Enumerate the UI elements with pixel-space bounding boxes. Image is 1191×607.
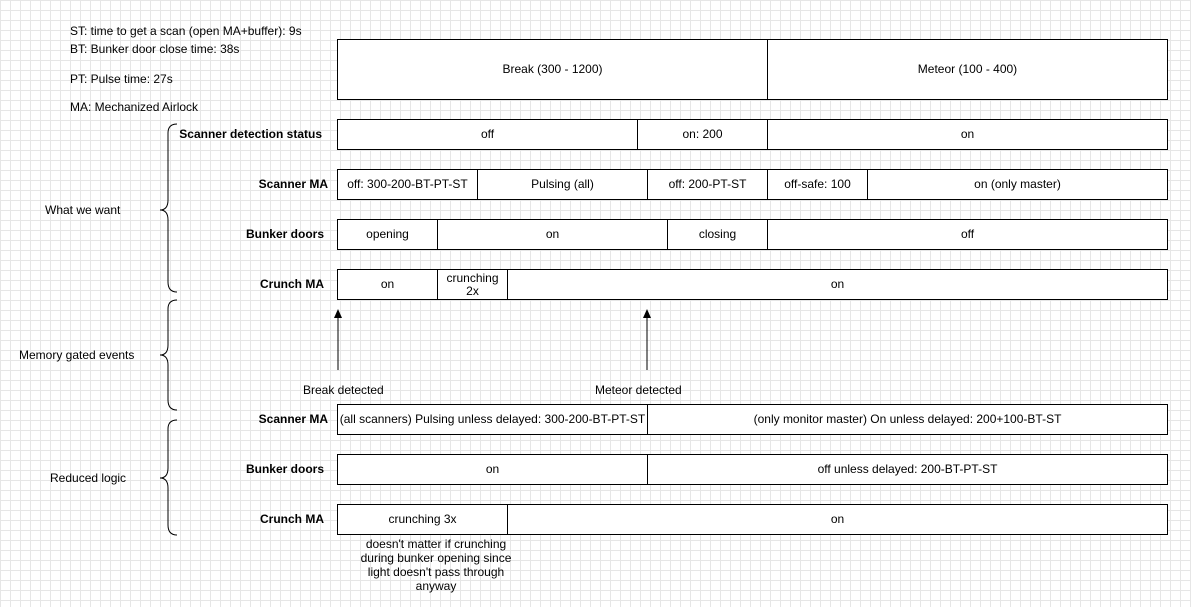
row-label-bunker-doors: Bunker doors (245, 227, 324, 241)
reduced-scanner-ma-pulsing: (all scanners) Pulsing unless delayed: 300-200-BT-PT-ST (337, 404, 648, 435)
row-label-scanner-ma: Scanner MA (258, 177, 328, 191)
legend-st: ST: time to get a scan (open MA+buffer): 9s (70, 24, 302, 38)
row-label-reduced-scanner-ma: Scanner MA (258, 412, 328, 426)
legend-bt: BT: Bunker door close time: 38s (70, 42, 240, 56)
legend-ma: MA: Mechanized Airlock (70, 100, 199, 114)
bunker-on: on (437, 219, 668, 250)
scanner-ma-off-2: off: 200-PT-ST (647, 169, 768, 200)
row-label-scanner-detection: Scanner detection status (179, 127, 322, 141)
row-label-reduced-bunker-doors: Bunker doors (245, 462, 324, 476)
meteor-arrow-head (643, 309, 651, 318)
bracket-what-we-want (160, 124, 177, 292)
phase-meteor: Meteor (100 - 400) (767, 39, 1168, 100)
bracket-memory-gated (160, 300, 177, 410)
bracket-reduced-logic (160, 420, 177, 535)
crunch-on-1: on (337, 269, 438, 300)
group-what-we-want: What we want (45, 203, 121, 217)
scanner-detection-on-200: on: 200 (637, 119, 768, 150)
event-meteor-detected: Meteor detected (595, 383, 682, 397)
reduced-crunch-on: on (507, 504, 1168, 535)
reduced-scanner-ma-on: (only monitor master) On unless delayed: 200+100-BT-ST (647, 404, 1168, 435)
break-arrow-head (334, 309, 342, 318)
scanner-ma-off-1: off: 300-200-BT-PT-ST (337, 169, 478, 200)
row-label-crunch-ma: Crunch MA (260, 277, 324, 291)
scanner-detection-off: off (337, 119, 638, 150)
scanner-ma-on-master: on (only master) (867, 169, 1168, 200)
bunker-opening: opening (337, 219, 438, 250)
bunker-off: off (767, 219, 1168, 250)
crunch-on-2: on (507, 269, 1168, 300)
crunch-crunching-2x: crunching 2x (437, 269, 508, 300)
legend-pt: PT: Pulse time: 27s (70, 72, 173, 86)
scanner-ma-pulsing: Pulsing (all) (477, 169, 648, 200)
row-label-reduced-crunch-ma: Crunch MA (260, 512, 324, 526)
group-memory-gated: Memory gated events (19, 348, 135, 362)
reduced-bunker-on: on (337, 454, 648, 485)
reduced-crunch-crunching-3x: crunching 3x (337, 504, 508, 535)
scanner-ma-off-safe: off-safe: 100 (767, 169, 868, 200)
phase-break: Break (300 - 1200) (337, 39, 768, 100)
scanner-detection-on: on (767, 119, 1168, 150)
bunker-closing: closing (667, 219, 768, 250)
reduced-bunker-off: off unless delayed: 200-BT-PT-ST (647, 454, 1168, 485)
event-break-detected: Break detected (303, 383, 384, 397)
footnote-crunching: doesn't matter if crunching during bunker opening since light doesn't pass through anyway (360, 537, 512, 593)
group-reduced-logic: Reduced logic (50, 471, 127, 485)
